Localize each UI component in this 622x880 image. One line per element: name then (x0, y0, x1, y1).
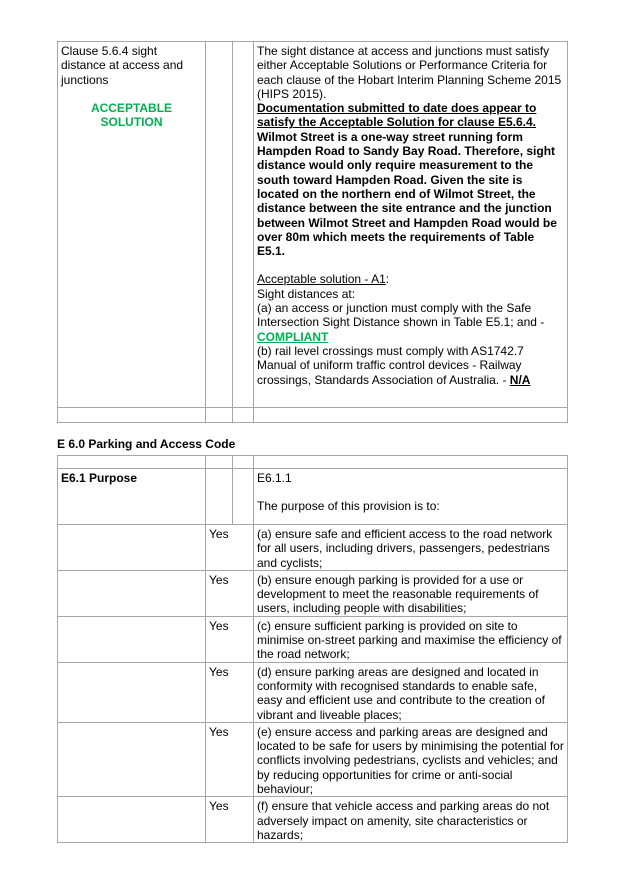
purpose-status: Yes (206, 570, 254, 616)
spacer-row (58, 456, 568, 469)
purpose-row (58, 469, 568, 525)
section-heading: E 6.0 Parking and Access Code (57, 437, 236, 451)
empty-cell (233, 42, 254, 408)
empty-row (58, 408, 568, 423)
sight-distance-label: Sight distances at: (257, 286, 356, 301)
purpose-item-row (58, 797, 568, 843)
clause-row (58, 42, 568, 408)
empty-cell (206, 42, 233, 408)
purpose-text: (a) ensure safe and efficient access to the road network for all users, including drivers, passengers, pedestrians and cyclists; (254, 525, 568, 571)
item-a-text: (a) an access or junction must comply with the Safe Intersection Sight Distance shown in Table E5.1; and - (257, 301, 545, 330)
item-a-status: COMPLIANT (257, 329, 329, 344)
purpose-text: (b) ensure enough parking is provided for a use or development to meet the reasonable requirements of users, including people with disabilities; (254, 570, 568, 616)
clause-title: Clause 5.6.4 sight distance at access and junctions (61, 44, 184, 87)
purpose-status: Yes (206, 616, 254, 662)
clause-cell (58, 42, 206, 408)
purpose-item-row (58, 525, 568, 571)
purpose-intro: The purpose of this provision is to: (257, 499, 440, 514)
purpose-cell (254, 469, 568, 525)
purpose-item-row (58, 570, 568, 616)
documentation-statement: Documentation submitted to date does appear to satisfy the Acceptable Solution for clause E5.6.4. (257, 101, 537, 130)
purpose-item-row (58, 722, 568, 796)
clause-detail-cell (254, 42, 568, 408)
purpose-item-row (58, 662, 568, 722)
clause-intro: The sight distance at access and junctions must satisfy either Acceptable Solutions or Performance Criteria for each clause of the Hobart Interim Planning Scheme 2015 (HIPS 2015). (257, 44, 562, 101)
clause-status: ACCEPTABLE SOLUTION (90, 100, 173, 130)
purpose-text: (d) ensure parking areas are designed and located in conformity with recognised standards to enable safe, easy and efficient use and contribute to the creation of vibrant and liveable places; (254, 662, 568, 722)
acceptable-solution-label: Acceptable solution - A1 (257, 272, 386, 287)
item-b-text: (b) rail level crossings must comply with AS1742.7 Manual of uniform traffic control devices - Railway crossings, Standards Association of Australia. - (257, 343, 524, 387)
purpose-status: Yes (206, 722, 254, 796)
purpose-text: (f) ensure that vehicle access and parking areas do not adversely impact on amenity, site characteristics or hazards; (254, 797, 568, 843)
purpose-clause: E6.1.1 (257, 471, 292, 485)
purpose-text: (e) ensure access and parking areas are designed and located to be safe for users by minimising the potential for conflicts involving pedestrians, cyclists and vehicles; and by reducing opportunities for crime or anti-social behaviour; (254, 722, 568, 796)
purpose-status: Yes (206, 525, 254, 571)
acceptable-solution-colon: : (385, 272, 390, 287)
purpose-label: E6.1 Purpose (58, 469, 206, 525)
purpose-status: Yes (206, 662, 254, 722)
assessment-text: Wilmot Street is a one-way street running form Hampden Road to Sandy Bay Road. Therefore, sight distance would only require measurement to the south toward Hampden Road. Given the site is located on the northern end of Wilmot Street, the distance between the site entrance and the junction between Wilmot Street and Hampden Road would be over 80m which meets the requirements of Table E5.1. (257, 129, 557, 259)
parking-table (57, 455, 568, 843)
purpose-text: (c) ensure sufficient parking is provided on site to minimise on-street parking and maximise the efficiency of the road network; (254, 616, 568, 662)
purpose-status: Yes (206, 797, 254, 843)
item-b-status: N/A (509, 372, 531, 387)
purpose-item-row (58, 616, 568, 662)
clause-table (57, 41, 568, 423)
